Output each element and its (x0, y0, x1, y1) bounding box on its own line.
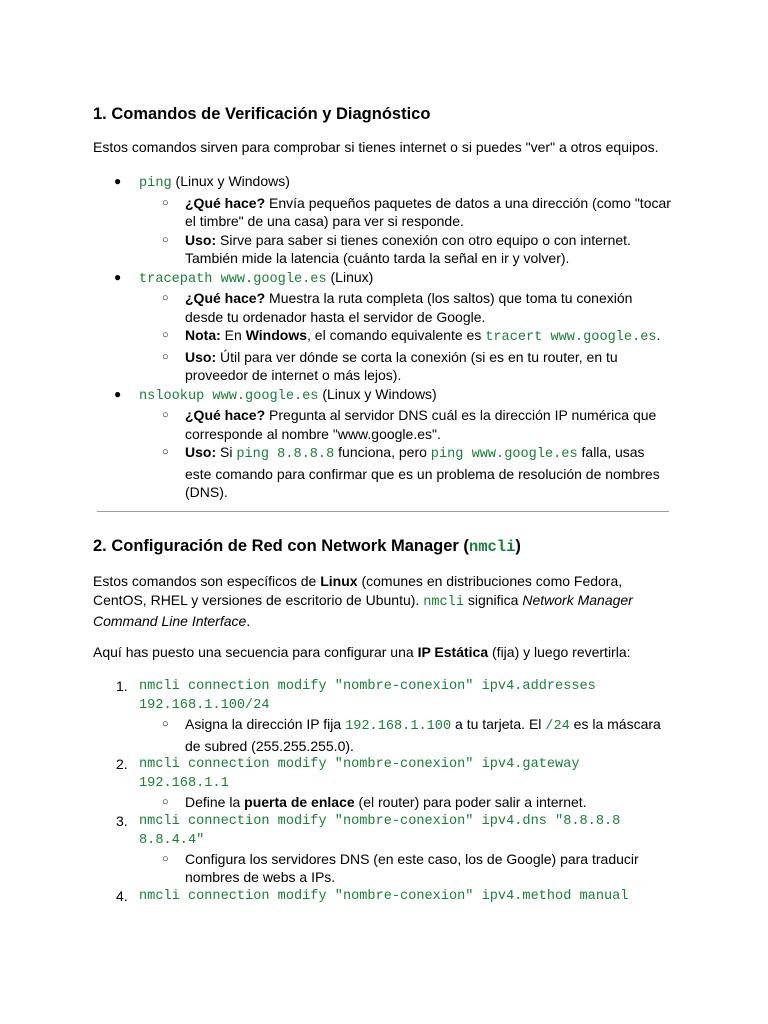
sub-item-uso (93, 443, 673, 502)
bullet-icon: ● (114, 269, 122, 284)
list-item-text: (Linux y Windows) (171, 173, 290, 189)
sub-item-nota (93, 326, 673, 348)
section-divider (97, 511, 669, 512)
heading-text: ) (515, 537, 521, 555)
list-item-tracepath (93, 268, 673, 385)
paragraph-text: Estos comandos son específicos de (93, 573, 321, 589)
bold-text: Windows (245, 327, 307, 343)
sub-item-label: ¿Qué hace? (185, 290, 266, 306)
sub-item-label: Uso: (185, 348, 217, 365)
sub-item-uso (93, 348, 673, 385)
sub-bullet-icon: ○ (162, 329, 169, 341)
paragraph-text: (comunes en distribuciones como Fedora, CentOS, RHEL y versiones de escritorio de Ubuntu). (93, 573, 623, 608)
inline-code: ping www.google.es (430, 447, 578, 462)
sub-item-label: ¿Qué hace? (185, 407, 266, 423)
sub-item-text: a tu tarjeta. El (451, 716, 546, 732)
section1-intro: Estos comandos sirven para comprobar si tienes internet o si puedes "ver" a otros equipos. (93, 139, 659, 155)
sub-item-text: Pregunta al servidor DNS cuál es la dirección IP numérica que corresponde al nombre "www.google.es". (185, 407, 657, 442)
inline-code: nmcli connection modify "nombre-conexion" ipv4.method manual (139, 888, 629, 904)
sub-list (139, 194, 673, 268)
inline-code: /24 (545, 719, 570, 734)
nmcli-step-list (93, 677, 673, 906)
inline-code: tracert www.google.es (485, 330, 657, 345)
sub-item-que-hace (93, 406, 673, 443)
step-item (93, 812, 673, 887)
sub-item-label: Uso: (185, 231, 217, 248)
sub-item-text: Sirve para saber si tienes conexión con otro equipo o con internet. También mide la latencia (cuánto tarda la señal en ir y volver). (185, 231, 631, 266)
sub-item-text: , el comando equivalente es (307, 327, 486, 343)
sub-item-label: Uso: (185, 444, 217, 460)
paragraph-text: . (246, 613, 251, 629)
sub-item-text: es la máscara de subred (255.255.255.0). (185, 716, 661, 754)
paragraph-text: significa (463, 592, 523, 608)
list-item-text: (Linux) (326, 268, 374, 285)
inline-code: ping (139, 176, 172, 191)
inline-code: ping 8.8.8.8 (236, 447, 335, 462)
heading-text: 2. Configuración de Red con Network Manager ( (93, 537, 469, 555)
list-item-text: (Linux y Windows) (318, 385, 437, 402)
sub-bullet-icon: ○ (162, 852, 169, 865)
sub-list (139, 715, 673, 755)
sub-item-text: Muestra la ruta completa (los saltos) que toma tu conexión desde tu ordenador hasta el servidor de Google. (185, 290, 633, 325)
sub-item-label: ¿Qué hace? (185, 194, 266, 211)
sub-list (139, 793, 673, 812)
inline-code: nmcli connection modify "nombre-conexion" ipv4.addresses 192.168.1.100/24 (139, 679, 596, 713)
inline-code: tracepath www.google.es (139, 271, 327, 287)
bold-text: Linux (320, 573, 358, 589)
section2-intro (93, 572, 673, 631)
sub-item (93, 715, 673, 755)
step-item (93, 677, 673, 755)
bullet-icon: ● (114, 386, 122, 401)
section1-heading: 1. Comandos de Verificación y Diagnóstico (93, 105, 431, 123)
sub-bullet-icon: ○ (162, 292, 169, 304)
paragraph-text: Aquí has puesto una secuencia para configurar una (93, 644, 418, 660)
sub-item-text: falla, usas este comando para confirmar que es un problema de resolución de nombres (DNS). (185, 444, 660, 500)
sub-item-text: Envía pequeños paquetes de datos a una dirección (como "tocar el timbre" de una casa) para ver si responde. (185, 194, 671, 229)
step-number: 4. (116, 887, 128, 904)
sub-item-que-hace (93, 194, 673, 231)
sub-bullet-icon: ○ (162, 446, 169, 458)
sub-item-text: Útil para ver dónde se corta la conexión (si es en tu router, en tu proveedor de internet o más lejos). (185, 348, 618, 383)
section2-heading (93, 536, 673, 557)
sub-item-text: En (220, 327, 246, 343)
sub-list (139, 406, 673, 502)
sub-item-que-hace (93, 289, 673, 326)
bold-text: IP Estática (417, 644, 489, 660)
sub-bullet-icon: ○ (162, 233, 169, 246)
sub-bullet-icon: ○ (162, 796, 169, 808)
sub-item-uso (93, 231, 673, 268)
step-item (93, 887, 673, 906)
italic-text: Network Manager Command Line Interface (93, 592, 633, 629)
inline-code: nslookup www.google.es (139, 388, 319, 404)
sub-item-text: Configura los servidores DNS (en este caso, los de Google) para traducir nombres de webs a IPs. (185, 850, 639, 885)
inline-code: nmcli (468, 538, 516, 556)
sub-list (139, 289, 673, 385)
step-number: 3. (116, 812, 128, 829)
sub-item (93, 850, 673, 887)
inline-code: nmcli (423, 595, 464, 610)
sub-item-text: . (656, 327, 661, 343)
sub-bullet-icon: ○ (162, 718, 169, 730)
sub-bullet-icon: ○ (162, 409, 169, 421)
step-number: 2. (116, 756, 128, 772)
step-number: 1. (116, 678, 128, 694)
inline-code: nmcli connection modify "nombre-conexion" ipv4.gateway 192.168.1.1 (139, 757, 580, 791)
list-item-ping (93, 172, 673, 268)
step-item (93, 755, 673, 812)
list-item-nslookup (93, 385, 673, 502)
section2-sequence-intro (93, 643, 673, 662)
sub-item-text: Define la (185, 794, 245, 810)
bold-text: puerta de enlace (244, 794, 355, 810)
sub-bullet-icon: ○ (162, 350, 169, 363)
bullet-icon: ● (114, 174, 122, 188)
sub-item-text: funciona, pero (334, 444, 431, 460)
sub-item-text: Si (216, 444, 237, 460)
sub-bullet-icon: ○ (162, 196, 169, 209)
sub-item-text: Asigna la dirección IP fija (185, 716, 346, 732)
inline-code: 192.168.1.100 (345, 719, 452, 734)
section1-command-list (93, 172, 673, 502)
paragraph-text: (fija) y luego revertirla: (488, 644, 631, 660)
inline-code: nmcli connection modify "nombre-conexion" ipv4.dns "8.8.8.8 8.8.4.4" (139, 813, 621, 848)
sub-list (139, 850, 673, 887)
sub-item-label: Nota: (185, 327, 221, 343)
sub-item-text: (el router) para poder salir a internet. (354, 794, 587, 810)
sub-item (93, 793, 673, 812)
